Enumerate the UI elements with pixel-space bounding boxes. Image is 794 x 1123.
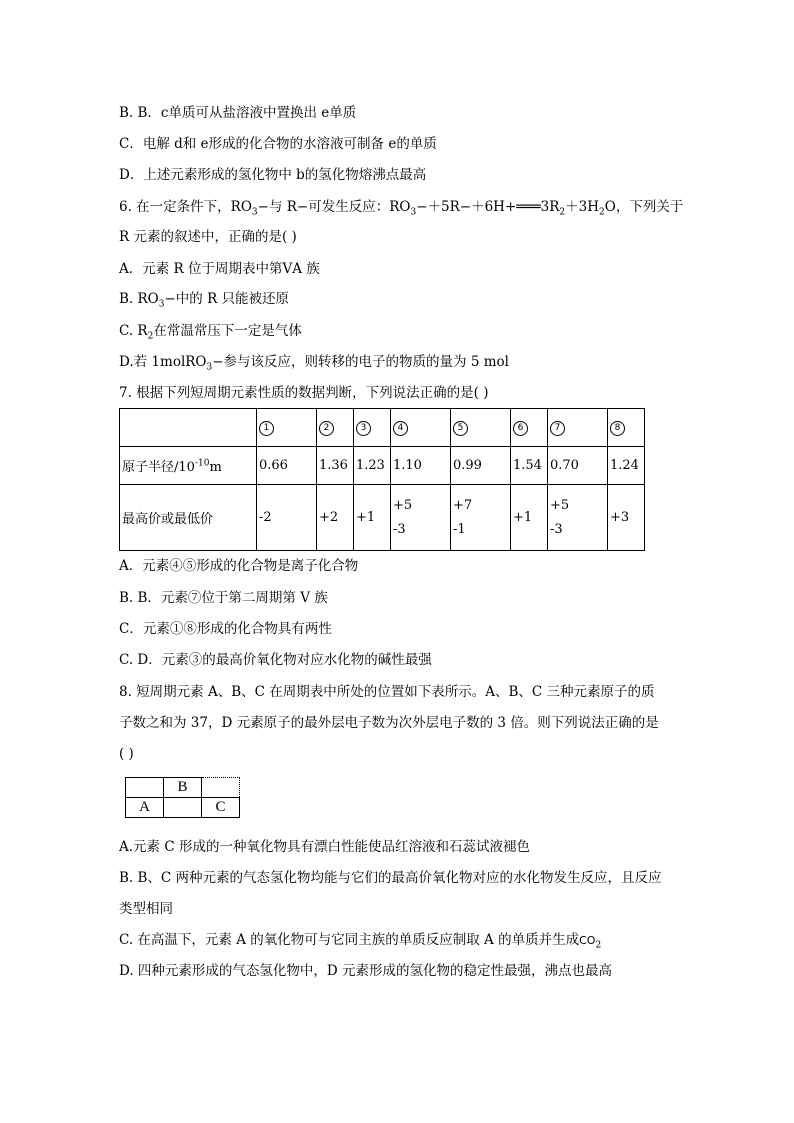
q7-option-a: A．元素④⑤形成的化合物是离子化合物: [119, 558, 359, 574]
table-cell: +5 -3: [548, 485, 608, 551]
q8-option-a: A.元素 C 形成的一种氧化物具有漂白性能使品红溶液和石蕊试液褪色: [119, 839, 530, 855]
table-cell: +5 -3: [391, 485, 451, 551]
element-number-2: 2: [319, 421, 334, 436]
q5-option-c: C．电解 d和 e形成的化合物的水溶液可制备 e的单质: [119, 136, 437, 152]
table-cell: 1.10: [391, 447, 451, 485]
table-cell: 1.23: [354, 447, 391, 485]
q6-option-d: D.若 1molRO$_3$−参与该反应，则转移的电子的物质的量为 5 mol: [119, 354, 509, 373]
table-cell: +3: [608, 485, 645, 551]
element-number-7: 7: [550, 421, 565, 436]
table-cell: 1.24: [608, 447, 645, 485]
element-number-6: 6: [513, 421, 528, 436]
radius-row-header: 原子半径$/10^{-10}m$: [120, 447, 257, 485]
table-cell: 1.54: [511, 447, 548, 485]
q6-option-c: C. $R_2$在常温常压下一定是气体: [119, 323, 302, 342]
q8-stem-line3: ( ): [119, 746, 134, 762]
table-cell: +1: [354, 485, 391, 551]
table-cell: B: [164, 778, 202, 798]
q6-option-b: B. $RO_3-$中的 R 只能被还原: [119, 291, 290, 310]
q8-option-c: C. 在高温下，元素 A 的氧化物可与它同主族的单质反应制取 A 的单质并生成$CO_2$: [119, 932, 602, 951]
element-number-3: 3: [356, 421, 371, 436]
radius-row: [120, 447, 645, 485]
q8-option-d: D. 四种元素形成的气态氢化物中，D 元素形成的氢化物的稳定性最强，沸点也最高: [119, 963, 613, 979]
table-cell: [126, 778, 164, 798]
table-cell: -2: [257, 485, 317, 551]
q6-option-a: A．元素 R 位于周期表中第ⅤA 族: [119, 261, 320, 277]
table-cell: 1.36: [317, 447, 354, 485]
table-cell: C: [202, 798, 240, 818]
table-cell: A: [126, 798, 164, 818]
q6-stem-line2: R 元素的叙述中，正确的是( ): [119, 229, 297, 245]
table-cell: [202, 778, 240, 798]
q8-option-b: B. B、C 两种元素的气态氢化物均能与它们的最高价氧化物对应的水化物发生反应，且反应: [119, 870, 662, 886]
table-row: [126, 798, 240, 818]
table-cell: 0.70: [548, 447, 608, 485]
table-cell: +7 -1: [451, 485, 511, 551]
element-number-1: 1: [259, 421, 274, 436]
element-number-4: 4: [393, 421, 408, 436]
q8-stem-line2: 子数之和为 37，D 元素原子的最外层电子数为次外层电子数的 3 倍。则下列说法正确的是: [119, 715, 659, 731]
q7-option-d: C. D．元素③的最高价氧化物对应水化物的碱性最强: [119, 652, 432, 668]
valence-row-header: 最高价或最低价: [120, 485, 257, 551]
q7-stem: 7. 根据下列短周期元素性质的数据判断，下列说法正确的是( ): [119, 385, 489, 401]
table-cell: +2: [317, 485, 354, 551]
q6-stem: 6. 在一定条件下，$RO_3-$与 R−可发生反应：$RO_3-+5R-+6H+═══3R_2+3H_2O$，下列关于: [119, 199, 684, 218]
table-row: [126, 778, 240, 798]
q8-stem: 8. 短周期元素 A、B、C 在周期表中所处的位置如下表所示。A、B、C 三种元素原子的质: [119, 684, 655, 700]
q5-option-d: D．上述元素形成的氢化物中 b的氢化物熔沸点最高: [119, 167, 427, 183]
periodic-position-table: [125, 777, 240, 818]
table-cell: 0.99: [451, 447, 511, 485]
element-data-table: [119, 408, 645, 551]
element-number-8: 8: [610, 421, 625, 436]
valence-row: [120, 485, 645, 551]
table-header-row: [120, 409, 645, 447]
element-number-5: 5: [453, 421, 468, 436]
table-cell: +1: [511, 485, 548, 551]
table-corner-cell: [120, 409, 257, 447]
q7-option-b: B. B．元素⑦位于第二周期第 V 族: [119, 590, 328, 606]
q5-option-b: B. B．c单质可从盐溶液中置换出 e单质: [119, 105, 357, 121]
table-cell: 0.66: [257, 447, 317, 485]
q8-option-b-line2: 类型相同: [119, 901, 173, 917]
table-cell: [164, 798, 202, 818]
q7-option-c: C．元素①⑧形成的化合物具有两性: [119, 621, 332, 637]
